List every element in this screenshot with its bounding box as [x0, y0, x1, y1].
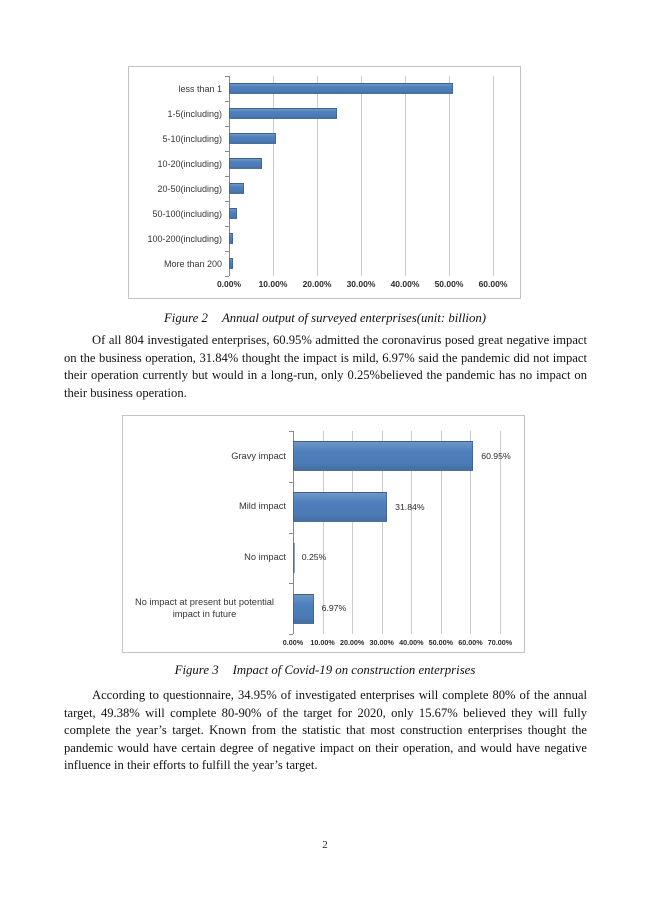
gridline: [500, 431, 501, 634]
category-label: [129, 251, 222, 276]
category-label-text: 5-10(including): [162, 133, 222, 144]
category-label: [129, 76, 222, 101]
category-label-text: No impact: [244, 552, 286, 563]
x-tick-label: 20.00%: [302, 279, 332, 289]
x-tick-label: 0.00%: [216, 279, 242, 289]
category-label-text: less than 1: [178, 83, 222, 94]
bar: [229, 208, 237, 219]
x-tick-label: 20.00%: [339, 638, 365, 647]
value-axis-line: [229, 76, 230, 276]
category-label: [123, 482, 286, 533]
paragraph-1: Of all 804 investigated enterprises, 60.95% admitted the coronavirus posed great negative impact on the business operation, 31.84% thought the impact is mild, 6.97% said the pandemic did not impact their operation currently but would in a long-run, only 0.25%believed the pandemic has no impact on their business operation.: [64, 333, 587, 400]
bar-value-label: 0.25%: [301, 552, 327, 563]
bar: [293, 594, 314, 624]
x-tick-label: 60.00%: [478, 279, 508, 289]
category-label-text: Gravy impact: [231, 450, 286, 461]
category-axis-tick: [225, 226, 229, 227]
category-label: [129, 151, 222, 176]
x-tick-label: 60.00%: [458, 638, 483, 647]
figure3-bar-chart: [122, 415, 525, 653]
gridline: [273, 76, 274, 276]
category-label: [123, 533, 286, 584]
bar: [229, 158, 262, 169]
category-axis-tick: [225, 126, 229, 127]
bar: [229, 133, 276, 144]
category-label-text: No impact at present but potential impact in future: [134, 597, 275, 619]
figure2-caption: [0, 311, 650, 326]
category-label-text: More than 200: [163, 258, 222, 269]
x-tick-label: 70.00%: [487, 638, 513, 647]
figure2-bar-chart: [128, 66, 521, 299]
bar: [229, 233, 233, 244]
category-axis-tick: [225, 176, 229, 177]
category-axis-tick: [225, 101, 229, 102]
category-label: [129, 101, 222, 126]
bar: [293, 441, 473, 471]
category-label: [123, 431, 286, 482]
category-axis-tick: [289, 583, 293, 584]
figure3-caption-label: Figure 3: [174, 663, 219, 677]
category-label: [129, 176, 222, 201]
category-label-text: Mild impact: [238, 501, 286, 512]
bar-value-label: 6.97%: [321, 603, 347, 614]
gridline: [361, 76, 362, 276]
category-axis-tick: [289, 533, 293, 534]
category-label-text: 20-50(including): [157, 183, 222, 194]
x-tick-label: 40.00%: [399, 638, 424, 647]
category-axis-tick: [225, 251, 229, 252]
category-axis-tick: [289, 634, 293, 635]
bar: [293, 543, 295, 573]
category-label-text: 50-100(including): [152, 208, 222, 219]
bar: [229, 83, 453, 94]
category-label-text: 100-200(including): [147, 233, 222, 244]
gridline: [317, 76, 318, 276]
category-axis-tick: [225, 76, 229, 77]
x-tick-label: 30.00%: [346, 279, 376, 289]
category-axis-tick: [225, 201, 229, 202]
category-label: [129, 226, 222, 251]
bar-value-label: 31.84%: [395, 501, 425, 512]
category-axis-tick: [289, 482, 293, 483]
category-label-text: 1-5(including): [167, 108, 222, 119]
x-tick-label: 50.00%: [434, 279, 464, 289]
x-tick-label: 0.00%: [282, 638, 304, 647]
bar: [229, 183, 244, 194]
gridline: [493, 76, 494, 276]
x-tick-label: 40.00%: [390, 279, 420, 289]
paragraph-2: According to questionnaire, 34.95% of investigated enterprises will complete 80% of the annual target, 49.38% will complete 80-90% of the target for 2020, only 15.67% believed they will fully complete the year’s target. Known from the statistic that most construction enterprises thought the pandemic would have certain degree of negative impact on their operation, and would have negative influence in their efforts to fulfill the year’s target.: [64, 688, 587, 772]
category-axis-tick: [225, 151, 229, 152]
category-label: [129, 201, 222, 226]
category-label-text: 10-20(including): [157, 158, 222, 169]
x-tick-label: 10.00%: [258, 279, 288, 289]
category-label: [129, 126, 222, 151]
bar: [229, 258, 233, 269]
page-number: 2: [322, 839, 328, 851]
figure3-caption-text: Impact of Covid-19 on construction enterprises: [232, 663, 476, 677]
x-tick-label: 10.00%: [310, 638, 335, 647]
gridline: [405, 76, 406, 276]
category-axis-tick: [289, 431, 293, 432]
bar: [293, 492, 387, 522]
category-label: [123, 583, 286, 634]
bar-value-label: 60.95%: [481, 450, 511, 461]
gridline: [449, 76, 450, 276]
x-tick-label: 50.00%: [428, 638, 454, 647]
figure2-caption-text: Annual output of surveyed enterprises(unit: billion): [221, 311, 487, 325]
figure2-caption-label: Figure 2: [163, 311, 208, 325]
figure3-caption: [0, 663, 650, 678]
category-axis-tick: [225, 276, 229, 277]
x-tick-label: 30.00%: [369, 638, 394, 647]
bar: [229, 108, 337, 119]
